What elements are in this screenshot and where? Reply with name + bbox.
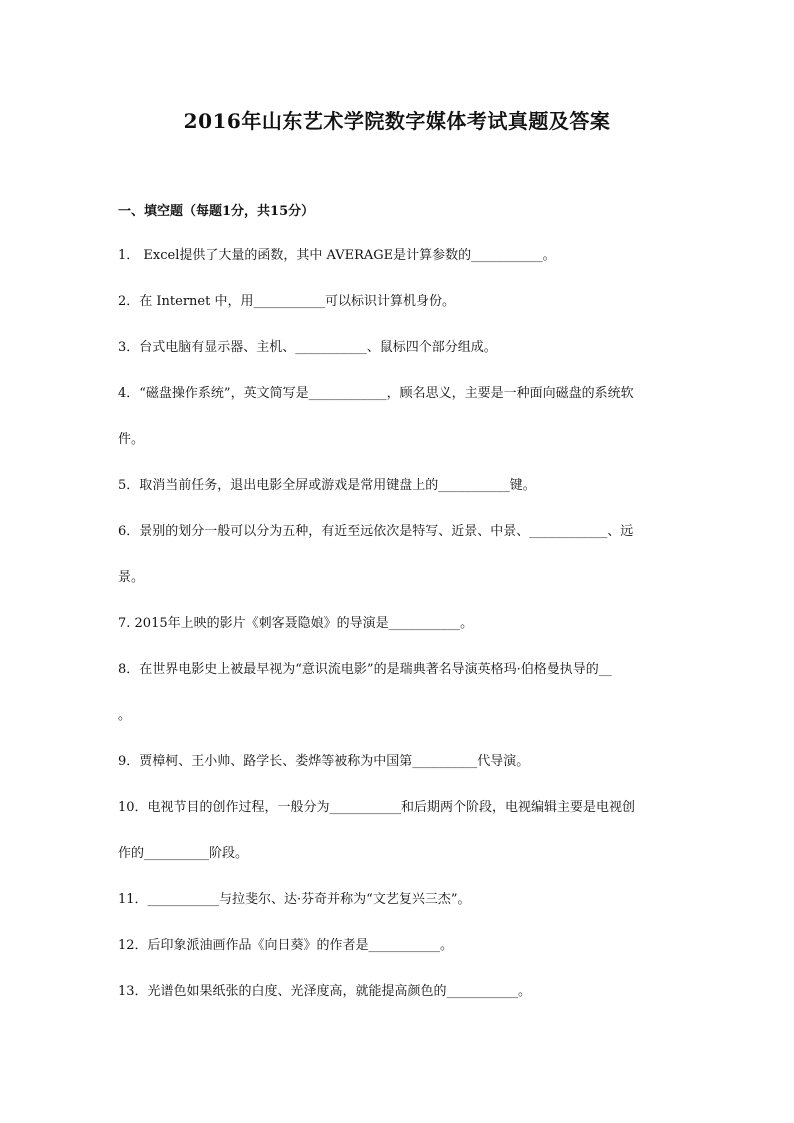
question-line: 3．台式电脑有显示器、主机、___________、鼠标四个部分组成。 — [118, 340, 497, 355]
document-title: 2016年山东艺术学院数字媒体考试真题及答案 — [183, 109, 611, 133]
question-line: 9．贾樟柯、王小帅、路学长、娄烨等被称为中国第__________代导演。 — [118, 754, 530, 769]
section-heading: 一、填空题（每题1分，共15分） — [118, 204, 315, 219]
question-line: 10．电视节目的创作过程，一般分为___________和后期两个阶段，电视编辑主要是电视创 — [118, 800, 636, 815]
question-line: 4．“磁盘操作系统”，英文简写是____________，顾名思义，主要是一种面向磁盘的系统软 — [118, 386, 634, 401]
question-line: 7. 2015年上映的影片《刺客聂隐娘》的导演是___________。 — [118, 616, 474, 631]
question-line: 5．取消当前任务，退出电影全屏或游戏是常用键盘上的___________键。 — [118, 478, 536, 493]
question-line-continuation: 景。 — [118, 570, 145, 585]
question-line: 8．在世界电影史上被最早视为“意识流电影”的是瑞典著名导演英格玛·伯格曼执导的__ — [118, 662, 612, 677]
question-line: 2．在 Internet 中，用___________可以标识计算机身份。 — [118, 294, 455, 309]
question-line: 11．___________与拉斐尔、达·芬奇并称为“文艺复兴三杰”。 — [118, 892, 471, 907]
question-line: 12．后印象派油画作品《向日葵》的作者是___________。 — [118, 938, 454, 953]
question-line-continuation: 。 — [118, 708, 132, 723]
question-line-continuation: 件。 — [118, 432, 145, 447]
question-line: 1． Excel提供了大量的函数，其中 AVERAGE是计算参数的___________。 — [118, 248, 556, 263]
question-line: 13．光谱色如果纸张的白度、光泽度高，就能提高颜色的___________。 — [118, 984, 532, 999]
question-line: 6．景别的划分一般可以分为五种，有近至远依次是特写、近景、中景、____________、远 — [118, 524, 634, 539]
question-line-continuation: 作的__________阶段。 — [118, 846, 249, 861]
